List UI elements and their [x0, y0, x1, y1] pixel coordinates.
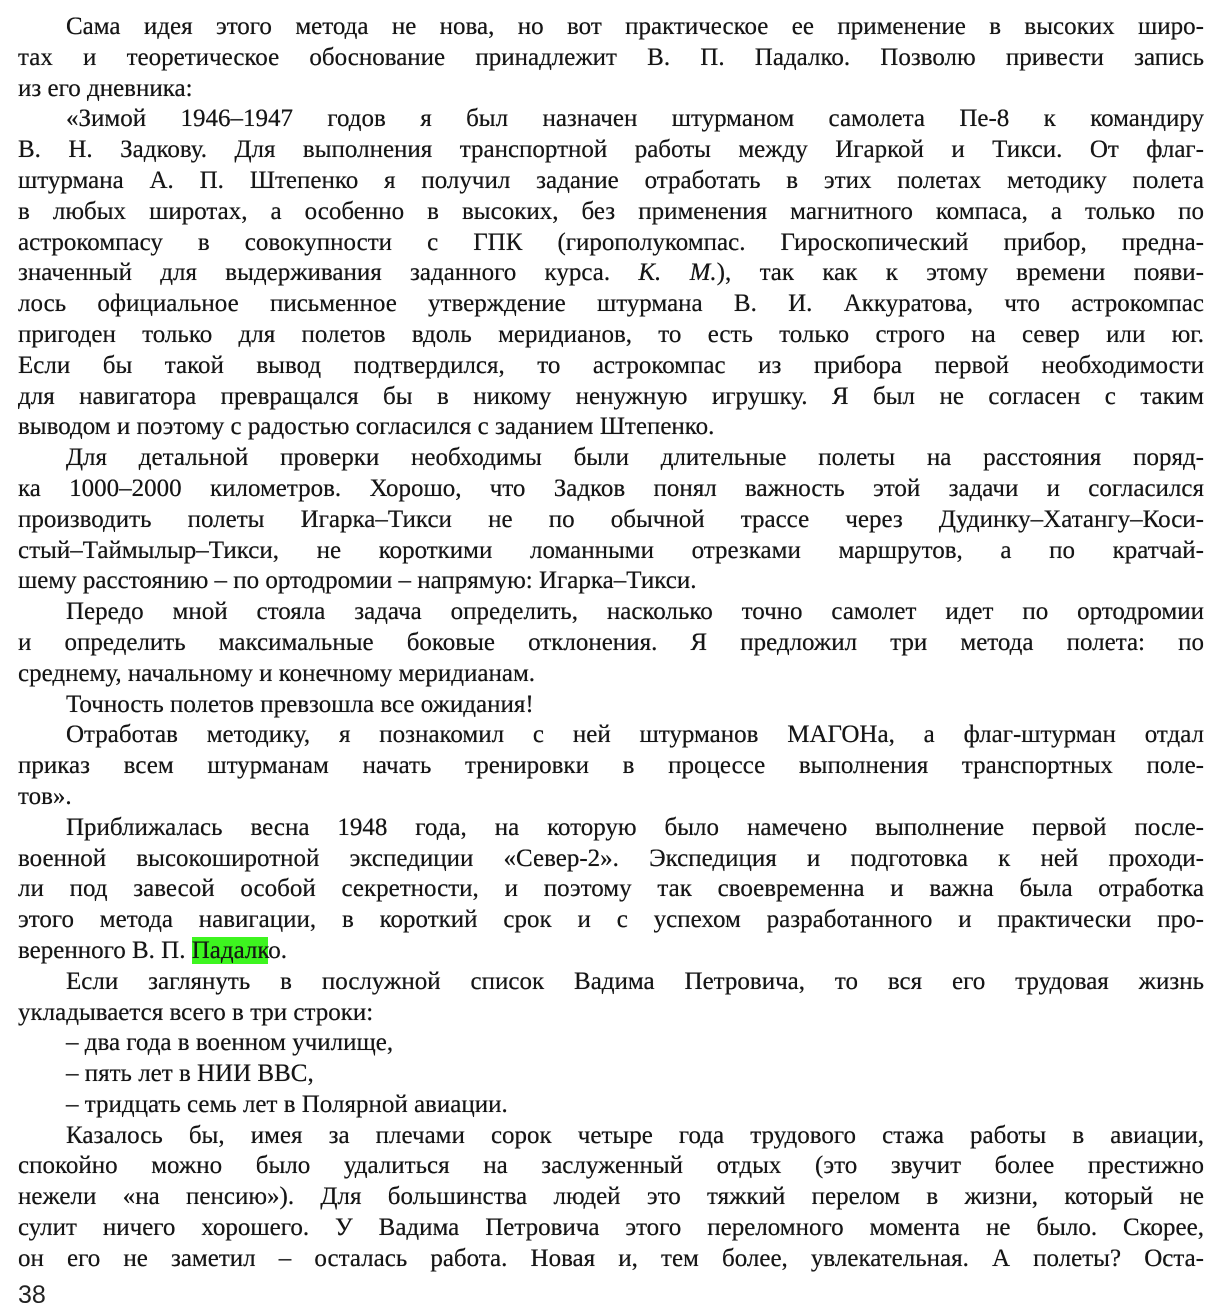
text-segment: Казалось бы, имея за плечами сорок четыре года трудового стажа работы в авиации, [66, 1121, 1204, 1149]
text-segment: и определить максимальные боковые отклонения. Я предложил три метода полета: по [18, 628, 1204, 656]
text-segment: штурмана А. П. Штепенко я получил задание отработать в этих полетах методику полета [18, 166, 1204, 194]
text-line [18, 43, 1204, 74]
text-segment: военной высокоширотной экспедиции «Север-2». Экспедиция и подготовка к ней проходи- [18, 844, 1204, 872]
text-line [18, 1028, 1204, 1059]
text-line [18, 228, 1204, 259]
text-line [18, 104, 1204, 135]
text-line [18, 474, 1204, 505]
text-segment: ), так как к этому времени появи- [716, 259, 1204, 287]
text-segment: выводом и поэтому с радостью согласился с заданием Штепенко. [18, 413, 715, 441]
text-line [18, 1151, 1204, 1182]
text-line [18, 1090, 1204, 1121]
text-line [18, 320, 1204, 351]
text-line [18, 289, 1204, 320]
text-line [18, 998, 1204, 1029]
text-line [18, 905, 1204, 936]
text-segment: астрокомпасу в совокупности с ГПК (гирополукомпас. Гироскопический прибор, предна- [18, 228, 1204, 256]
text-line [18, 1059, 1204, 1090]
text-line [18, 258, 1204, 289]
text-segment: – тридцать семь лет в Полярной авиации. [66, 1090, 508, 1118]
text-line [18, 135, 1204, 166]
text-segment: Точность полетов превзошла все ожидания! [66, 690, 534, 718]
text-line [18, 751, 1204, 782]
text-line [18, 1244, 1204, 1275]
text-segment: В. Н. Задкову. Для выполнения транспортной работы между Игаркой и Тикси. От флаг- [18, 136, 1204, 164]
text-line [18, 443, 1204, 474]
text-line [18, 74, 1204, 105]
text-segment: спокойно можно было удалиться на заслуженный отдых (это звучит более престижно [18, 1152, 1204, 1180]
text-segment: пригоден только для полетов вдоль меридианов, то есть только строго на север или юг. [18, 320, 1204, 348]
text-line [18, 1121, 1204, 1152]
text-segment: Для детальной проверки необходимы были длительные полеты на расстояния поряд- [66, 444, 1204, 472]
text-segment: значенный для выдерживания заданного курса. [18, 259, 639, 287]
text-line [18, 536, 1204, 567]
text-segment: лось официальное письменное утверждение штурмана В. И. Аккуратова, что астрокомпас [18, 290, 1204, 318]
text-line [18, 597, 1204, 628]
text-line [18, 628, 1204, 659]
text-segment: – два года в военном училище, [66, 1029, 394, 1057]
text-line [18, 166, 1204, 197]
text-line [18, 197, 1204, 228]
text-segment: ка 1000–2000 километров. Хорошо, что Задков понял важность этой задачи и согласился [18, 474, 1204, 502]
text-segment: из его дневника: [18, 74, 193, 102]
text-segment: он его не заметил – осталась работа. Новая и, тем более, увлекательная. А полеты? Оста- [18, 1244, 1204, 1272]
text-line [18, 412, 1204, 443]
text-line [18, 936, 1204, 967]
highlighted-text: Падалк [191, 936, 269, 964]
text-line [18, 505, 1204, 536]
text-line [18, 1182, 1204, 1213]
text-segment: сулит ничего хорошего. У Вадима Петровича этого переломного момента не было. Скорее, [18, 1214, 1204, 1242]
document-page-text [18, 12, 1204, 1275]
text-segment: Приближалась весна 1948 года, на которую было намечено выполнение первой после- [66, 813, 1204, 841]
text-segment: – пять лет в НИИ ВВС, [66, 1060, 314, 1088]
text-segment: ли под завесой особой секретности, и поэтому так своевременна и важна была отработка [18, 875, 1204, 903]
text-line [18, 690, 1204, 721]
text-line [18, 1213, 1204, 1244]
text-line [18, 12, 1204, 43]
italic-text: К. М. [638, 259, 717, 287]
text-segment: для навигатора превращался бы в никому ненужную игрушку. Я был не согласен с таким [18, 382, 1204, 410]
text-line [18, 874, 1204, 905]
text-segment: укладывается всего в три строки: [18, 998, 374, 1026]
text-segment: Сама идея этого метода не нова, но вот практическое ее применение в высоких широ- [66, 13, 1204, 40]
page-number: 38 [18, 1281, 46, 1309]
text-line [18, 813, 1204, 844]
text-segment: шему расстоянию – по ортодромии – напрямую: Игарка–Тикси. [18, 567, 697, 595]
text-segment: среднему, начальному и конечному меридианам. [18, 659, 536, 687]
text-segment: «Зимой 1946–1947 годов я был назначен штурманом самолета Пе-8 к командиру [66, 105, 1204, 133]
text-line [18, 967, 1204, 998]
text-segment: этого метода навигации, в короткий срок и с успехом разработанного и практически про- [18, 906, 1204, 934]
text-segment: Передо мной стояла задача определить, насколько точно самолет идет по ортодромии [66, 598, 1204, 626]
text-segment: стый–Таймылыр–Тикси, не короткими ломанными отрезками маршрутов, а по кратчай- [18, 536, 1204, 564]
text-line [18, 382, 1204, 413]
text-segment: приказ всем штурманам начать тренировки в процессе выполнения транспортных поле- [18, 752, 1204, 780]
text-segment: Отработав методику, я познакомил с ней штурманов МАГОНа, а флаг-штурман отдал [66, 721, 1204, 749]
text-segment: производить полеты Игарка–Тикси не по обычной трассе через Дудинку–Хатангу–Коси- [18, 505, 1204, 533]
text-line [18, 720, 1204, 751]
text-segment: Если заглянуть в послужной список Вадима Петровича, то вся его трудовая жизнь [66, 967, 1204, 995]
text-line [18, 782, 1204, 813]
text-line [18, 844, 1204, 875]
text-line [18, 351, 1204, 382]
text-segment: веренного В. П. [18, 936, 192, 964]
text-segment: тов». [18, 782, 72, 810]
text-segment: в любых широтах, а особенно в высоких, без применения магнитного компаса, а только по [18, 197, 1204, 225]
text-segment: нежели «на пенсию»). Для большинства людей это тяжкий перелом в жизни, который не [18, 1183, 1204, 1211]
text-segment: о. [268, 936, 288, 964]
text-segment: Если бы такой вывод подтвердился, то астрокомпас из прибора первой необходимости [18, 351, 1204, 379]
text-line [18, 566, 1204, 597]
text-segment: тах и теоретическое обоснование принадлежит В. П. Падалко. Позволю привести запись [18, 43, 1204, 71]
text-line [18, 659, 1204, 690]
